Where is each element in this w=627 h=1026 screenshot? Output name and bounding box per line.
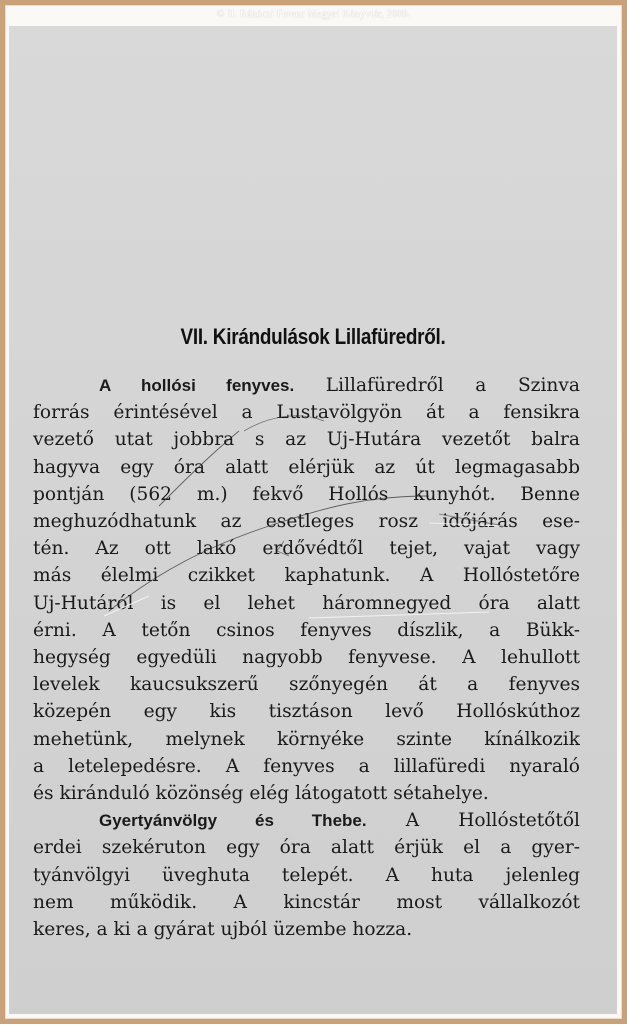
text-line: a letelepedésre. A fenyves a lillafüredi nyaraló [33, 755, 580, 777]
text-line [33, 807, 580, 834]
text-line: vezető utat jobbra s az Uj-Hutára vezetőt balra [33, 429, 580, 451]
text-line: hagyva egy óra alatt elérjük az út legmagasabb [33, 456, 580, 478]
text-line: erdei szekéruton egy óra alatt érjük el a gyer- [33, 837, 580, 859]
copyright-notice: © II. Rákóczi Ferenc Megyei Könyvtár, 2009. [216, 9, 411, 20]
text-line: Uj-Hutáról is el lehet háromnegyed óra alatt [33, 592, 580, 614]
text-line: forrás érintésével a Lustavölgyön át a fensikra [33, 402, 580, 424]
text-line: keres, a ki a gyárat ujból üzembe hozza. [33, 919, 413, 941]
text-line: tén. Az ott lakó erdővédtől tejet, vajat vagy [33, 538, 580, 560]
line-text: A Hollóstetőtől [405, 810, 580, 832]
text-line: és kiránduló közönség elég látogatott sétahelye. [33, 783, 489, 805]
line-text: Lillafüredről a Szinva [325, 375, 580, 396]
scanned-page [9, 26, 617, 1014]
section-subtitle: Gyertyánvölgy és Thebe. [99, 811, 367, 831]
section-subtitle: A hollósi fenyves. [99, 376, 295, 395]
text-line: nem működik. A kincstár most vállalkozót [33, 891, 580, 913]
text-line: pontján (562 m.) fekvő Hollós kunyhót. Benne [33, 483, 580, 505]
text-line: más élelmi czikket kaphatunk. A Hollóstetőre [33, 565, 580, 587]
text-line: érni. A tetőn csinos fenyves díszlik, a Bükk- [33, 619, 580, 641]
text-line: mehetünk, melynek környéke szinte kínálkozik [33, 728, 580, 750]
chapter-heading: VII. Kirándulások Lillafüredről. [180, 324, 446, 349]
body-text [33, 372, 580, 943]
text-line: levelek kaucsukszerű szőnyegén át a fenyves [33, 674, 580, 696]
text-line [33, 372, 580, 399]
text-line: hegység egyedüli nagyobb fenyvese. A lehullott [33, 647, 580, 669]
text-line: tyánvölgyi üveghuta telepét. A huta jelenleg [33, 864, 580, 886]
frame-inner [5, 5, 622, 1019]
text-line: közepén egy kis tisztáson levő Hollóskúthoz [33, 701, 580, 723]
text-line: meghuzódhatunk az esetleges rosz időjárás ese- [33, 511, 580, 533]
